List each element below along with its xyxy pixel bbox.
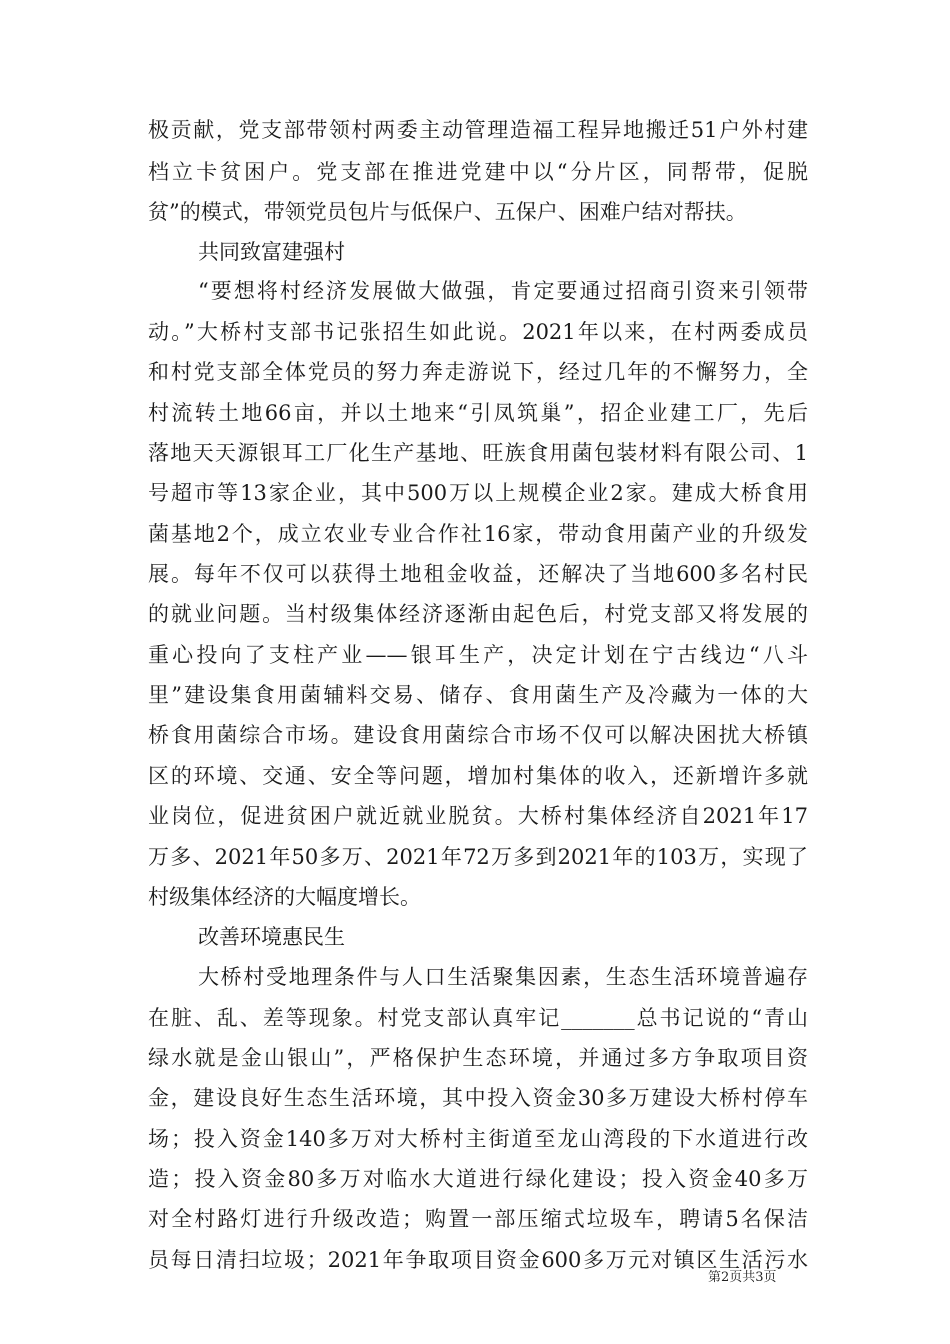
text-line: 贫”的模式，带领党员包片与低保户、五保户、困难户结对帮扶。: [148, 200, 747, 224]
text-line: 动。”大桥村支部书记张招生如此说。2021年以来，在村两委成员: [148, 320, 808, 344]
text-line: 村流转土地66亩，并以土地来“引凤筑巢”，招企业建工厂，先后: [148, 401, 808, 425]
text-line: “要想将村经济发展做大做强，肯定要通过招商引资来引领带: [198, 279, 808, 303]
section-heading: 改善环境惠民生: [198, 925, 345, 949]
text-line: 展。每年不仅可以获得土地租金收益，还解决了当地600多名村民: [148, 562, 808, 586]
text-line: 村级集体经济的大幅度增长。: [148, 885, 421, 909]
text-line: 在脏、乱、差等现象。村党支部认真牢记_______总书记说的“青山: [148, 1006, 808, 1030]
text-line: 菌基地2个，成立农业专业合作社16家，带动食用菌产业的升级发: [148, 522, 808, 546]
text-line: 里”建设集食用菌辅料交易、储存、食用菌生产及冷藏为一体的大: [148, 683, 808, 707]
text-line: 绿水就是金山银山”，严格保护生态环境，并通过多方争取项目资: [148, 1046, 808, 1070]
text-line: 落地天天源银耳工厂化生产基地、旺族食用菌包装材料有限公司、1: [148, 441, 808, 465]
text-line: 造；投入资金80多万对临水大道进行绿化建设；投入资金40多万: [148, 1167, 808, 1191]
text-line: 桥食用菌综合市场。建设食用菌综合市场不仅可以解决困扰大桥镇: [148, 723, 808, 747]
page-number: 第2页共3页: [708, 1270, 777, 1285]
text-line: 号超市等13家企业，其中500万以上规模企业2家。建成大桥食用: [148, 481, 808, 505]
text-line: 档立卡贫困户。党支部在推进党建中以“分片区，同帮带，促脱: [148, 160, 808, 184]
text-line: 金，建设良好生态生活环境，其中投入资金30多万建设大桥村停车: [148, 1086, 808, 1110]
text-line: 大桥村受地理条件与人口生活聚集因素，生态生活环境普遍存: [198, 965, 808, 989]
text-line: 员每日清扫垃圾；2021年争取项目资金600多万元对镇区生活污水: [148, 1248, 808, 1272]
section-heading: 共同致富建强村: [198, 240, 345, 264]
text-line: 和村党支部全体党员的努力奔走游说下，经过几年的不懈努力，全: [148, 360, 808, 384]
text-line: 对全村路灯进行升级改造；购置一部压缩式垃圾车，聘请5名保洁: [148, 1207, 808, 1231]
text-line: 业岗位，促进贫困户就近就业脱贫。大桥村集体经济自2021年17: [148, 804, 808, 828]
text-line: 重心投向了支柱产业——银耳生产，决定计划在宁古线边“八斗: [148, 643, 808, 667]
text-line: 万多、2021年50多万、2021年72万多到2021年的103万，实现了: [148, 845, 808, 869]
text-line: 极贡献，党支部带领村两委主动管理造福工程异地搬迁51户外村建: [148, 118, 808, 142]
text-line: 区的环境、交通、安全等问题，增加村集体的收入，还新增许多就: [148, 764, 808, 788]
text-line: 的就业问题。当村级集体经济逐渐由起色后，村党支部又将发展的: [148, 602, 808, 626]
text-line: 场；投入资金140多万对大桥村主街道至龙山湾段的下水道进行改: [148, 1127, 808, 1151]
